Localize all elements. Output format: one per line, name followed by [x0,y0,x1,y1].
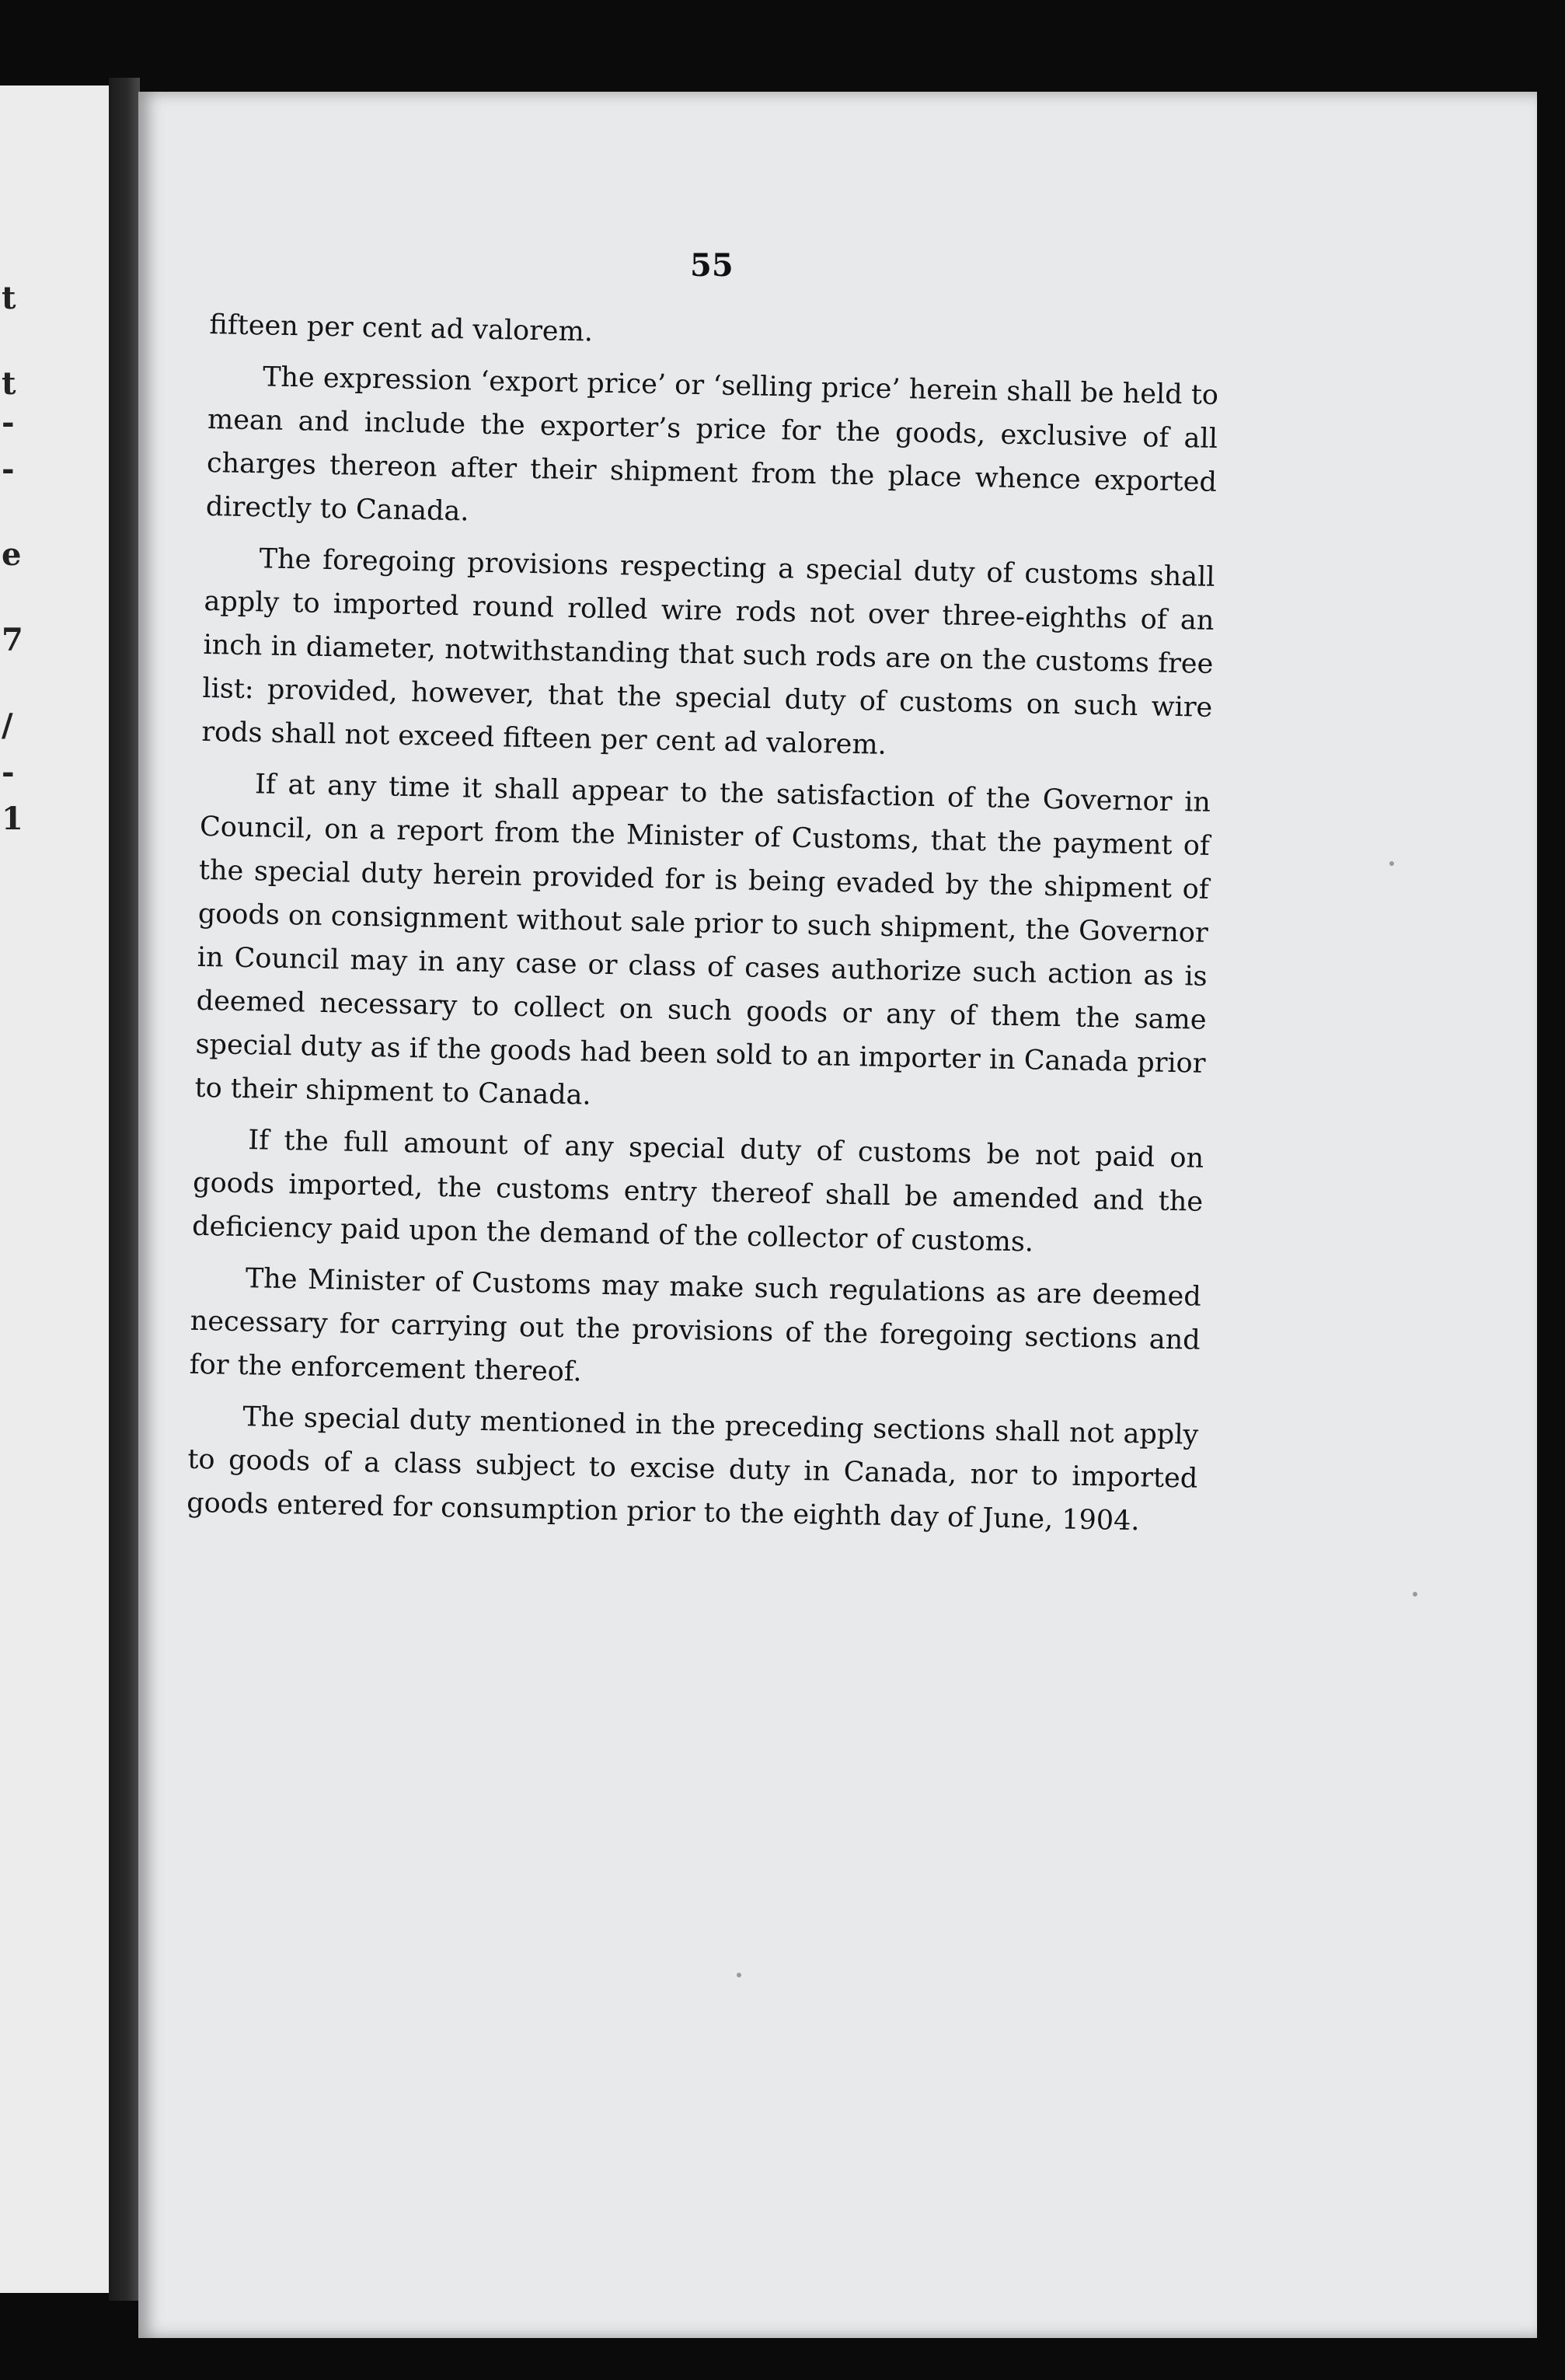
paragraph: The Minister of Customs may make such regulations as are deemed necessary for carrying out the provisions of the foregoing sections and for the enforcement thereof. [189,1263,1202,1388]
previous-page-edge [0,85,117,2293]
margin-fragment: - [2,404,15,441]
margin-fragment: t [2,280,16,316]
paragraph: The special duty mentioned in the preceding sections shall not apply to goods of a class subject to excise duty in Canada, nor to imported goods entered for consumption prior to the eighth day of June, 1904. [186,1401,1199,1537]
margin-fragment: 7 [2,622,23,658]
margin-fragment: - [2,754,15,790]
margin-fragment: e [2,536,22,573]
scan-speck [1389,861,1394,866]
paragraph: If the full amount of any special duty of customs be not paid on goods imported, the customs entry thereof shall be amended and the deficiency paid upon the demand of the collector of customs. [191,1125,1204,1258]
margin-fragment: t [2,365,16,402]
book-gutter [109,78,140,2301]
margin-fragment: - [2,451,15,487]
page-number: 55 [690,247,734,284]
margin-fragment: / [2,707,13,744]
paragraph: The foregoing provisions respecting a special duty of customs shall apply to imported round rolled wire rods not over three-eighths of an inch in diameter, notwithstanding that such rods are on the customs free list: provided, however, that the special duty of customs on such wire rods shall not exceed fifteen per cent ad valorem. [201,543,1215,761]
paragraph: The expression ‘export price’ or ‘selling price’ herein shall be held to mean and include the exporter’s price for the goods, exclusive of all charges thereon after their shipment from the place whence exported directly to Canada. [205,361,1219,528]
margin-fragment: 1 [2,801,23,837]
paragraph: If at any time it shall appear to the satisfaction of the Governor in Council, on a report from the Minister of Customs, that the payment of the special duty herein provided for is being evaded by the shipment of goods on consignment without sale prior to such shipment, the Governor in Council may in any case or class of cases authorize such action as is deemed necessary to collect on such goods or any of them the same special duty as if the goods had been sold to an importer in Canada prior to their shipment to Canada. [194,769,1211,1111]
paragraph: fifteen per cent ad valorem. [209,309,594,348]
body-text [186,303,1220,1552]
scan-speck [1413,1592,1417,1597]
document-page [138,92,1537,2338]
scan-speck [737,1973,741,1977]
